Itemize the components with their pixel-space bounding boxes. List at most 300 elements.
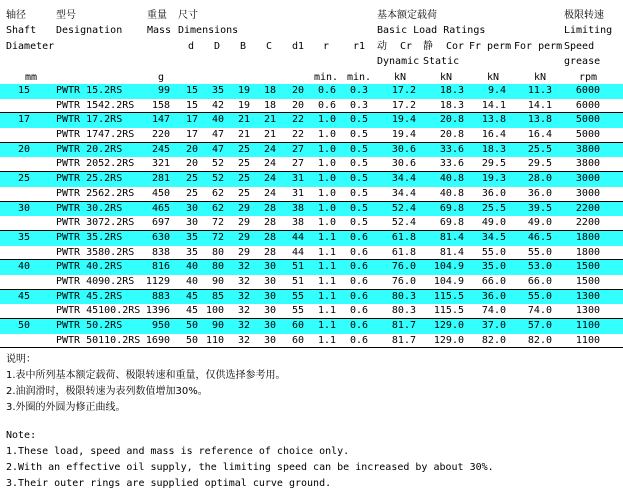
dynamic-cn-label: 动 <box>377 41 387 52</box>
cell-B: 32 <box>237 275 250 287</box>
cell-d1: 22 <box>291 114 304 126</box>
cell-cor: 115.5 <box>433 290 464 302</box>
cell-B: 25 <box>237 158 250 170</box>
col-cr-label: Cr <box>400 41 413 52</box>
bearing-table <box>0 84 623 348</box>
col-for-perm-label: For perm <box>514 41 563 52</box>
cell-mass: 1129 <box>145 275 170 287</box>
cell-des: PWTR 3072.2RS <box>56 217 135 229</box>
cell-r: 1.1 <box>317 334 336 346</box>
col-r-label: r <box>323 41 330 52</box>
cell-cor: 104.9 <box>433 275 464 287</box>
cell-D: 90 <box>211 320 224 331</box>
cell-for: 39.5 <box>527 202 552 214</box>
cell-C: 21 <box>263 114 276 126</box>
col-fr-perm-label: Fr perm <box>469 41 512 52</box>
cell-d: 20 <box>185 143 198 155</box>
cell-mass: 838 <box>151 246 170 258</box>
table-row <box>0 143 623 158</box>
unit-mm: mm <box>25 72 38 83</box>
cell-fr: 36.0 <box>481 187 506 199</box>
cell-C: 28 <box>263 246 276 258</box>
cell-speed: 2200 <box>575 217 600 229</box>
cell-fr: 34.5 <box>481 231 506 243</box>
cell-cor: 40.8 <box>439 173 464 185</box>
cell-speed: 1100 <box>575 320 600 331</box>
cell-speed: 3000 <box>575 187 600 199</box>
cell-des: PWTR 50110.2RS <box>56 334 141 346</box>
cell-shaft: 45 <box>17 290 31 302</box>
cell-speed: 1800 <box>575 246 600 258</box>
cell-mass: 697 <box>151 217 170 229</box>
cell-for: 46.5 <box>527 231 552 243</box>
cell-r: 1.0 <box>317 217 336 229</box>
cell-for: 13.8 <box>527 114 552 126</box>
notes-en-2: 2.With an effective oil supply, the limiting speed can be increased by about 30%. <box>6 462 494 473</box>
cell-cor: 81.4 <box>439 231 464 243</box>
cell-cr: 17.2 <box>391 85 416 96</box>
mass-cn-label: 重量 <box>147 10 167 21</box>
cell-D: 35 <box>211 85 224 96</box>
cell-d: 50 <box>185 320 198 331</box>
col-r1-label: r1 <box>353 41 366 52</box>
cell-for: 57.0 <box>527 320 552 331</box>
cell-des: PWTR 30.2RS <box>56 202 123 214</box>
shaft-cn-label: 轴径 <box>6 10 26 21</box>
cell-for: 36.0 <box>527 187 552 199</box>
cell-mass: 950 <box>151 320 170 331</box>
cell-speed: 3000 <box>575 173 600 185</box>
cell-C: 28 <box>263 231 276 243</box>
cell-B: 25 <box>237 143 250 155</box>
cell-mass: 245 <box>151 143 170 155</box>
shaft-en-label: Shaft <box>6 25 37 36</box>
cell-d1: 51 <box>291 275 304 287</box>
cell-speed: 6000 <box>575 85 600 96</box>
cell-B: 21 <box>237 114 250 126</box>
cell-B: 19 <box>237 99 250 111</box>
cell-d: 40 <box>185 261 198 273</box>
notes-en-3: 3.Their outer rings are supplied optimal curve ground. <box>6 478 332 489</box>
designation-cn-label: 型号 <box>56 10 76 21</box>
cell-des: PWTR 40.2RS <box>56 261 123 273</box>
cell-C: 28 <box>263 202 276 214</box>
unit-g: g <box>158 72 165 83</box>
cell-r1: 0.6 <box>349 320 368 331</box>
cell-D: 47 <box>211 129 224 141</box>
speed-en-label-2: Speed <box>564 41 595 52</box>
cell-speed: 6000 <box>575 99 600 111</box>
load-en-label: Basic Load Ratings <box>377 25 486 36</box>
cell-cor: 81.4 <box>439 246 464 258</box>
cell-r: 1.0 <box>317 129 336 141</box>
cell-C: 30 <box>263 320 276 331</box>
cell-speed: 1100 <box>575 334 600 346</box>
cell-B: 25 <box>237 173 250 185</box>
cell-d: 25 <box>185 173 198 185</box>
cell-r1: 0.5 <box>349 202 368 214</box>
cell-mass: 99 <box>157 85 170 96</box>
cell-D: 42 <box>211 99 224 111</box>
cell-shaft: 17 <box>17 114 31 126</box>
notes-spacer <box>6 416 616 428</box>
cell-D: 52 <box>211 173 224 185</box>
cell-d: 50 <box>185 334 198 346</box>
cell-C: 30 <box>263 275 276 287</box>
cell-for: 74.0 <box>527 305 552 317</box>
unit-kn-for: kN <box>534 72 547 83</box>
cell-fr: 66.0 <box>481 275 506 287</box>
cell-des: PWTR 4090.2RS <box>56 275 135 287</box>
cell-fr: 36.0 <box>481 290 506 302</box>
cell-speed: 5000 <box>575 114 600 126</box>
cell-for: 49.0 <box>527 217 552 229</box>
cell-D: 72 <box>211 217 224 229</box>
cell-B: 32 <box>237 290 250 302</box>
cell-cr: 19.4 <box>391 129 416 141</box>
cell-d: 35 <box>185 231 198 243</box>
cell-cor: 129.0 <box>433 320 464 331</box>
cell-r1: 0.6 <box>349 231 368 243</box>
cell-d1: 22 <box>291 129 304 141</box>
cell-r1: 0.5 <box>349 173 368 185</box>
cell-r1: 0.5 <box>349 187 368 199</box>
cell-C: 18 <box>263 85 276 96</box>
cell-speed: 1300 <box>575 290 600 302</box>
table-row <box>0 157 623 172</box>
table-row <box>0 304 623 319</box>
cell-d: 45 <box>185 305 198 317</box>
table-row <box>0 290 623 305</box>
cell-mass: 1396 <box>145 305 170 317</box>
cell-d1: 27 <box>291 143 304 155</box>
cell-d1: 31 <box>291 187 304 199</box>
cell-fr: 9.4 <box>487 85 506 96</box>
cell-speed: 3800 <box>575 158 600 170</box>
cell-cr: 30.6 <box>391 143 416 155</box>
table-row <box>0 202 623 217</box>
cell-speed: 5000 <box>575 129 600 141</box>
cell-r: 1.0 <box>317 187 336 199</box>
cell-D: 80 <box>211 246 224 258</box>
cell-for: 11.3 <box>527 85 552 96</box>
cell-for: 55.0 <box>527 290 552 302</box>
cell-d: 40 <box>185 275 198 287</box>
cell-fr: 37.0 <box>481 320 506 331</box>
cell-speed: 1500 <box>575 261 600 273</box>
cell-r1: 0.3 <box>349 99 368 111</box>
cell-D: 90 <box>211 275 224 287</box>
cell-r: 1.1 <box>317 246 336 258</box>
cell-shaft: 20 <box>17 143 31 155</box>
cell-D: 110 <box>205 334 224 346</box>
cell-r1: 0.5 <box>349 217 368 229</box>
cell-mass: 465 <box>151 202 170 214</box>
cell-des: PWTR 25.2RS <box>56 173 123 185</box>
cell-B: 29 <box>237 231 250 243</box>
cell-cor: 104.9 <box>433 261 464 273</box>
cell-d1: 38 <box>291 202 304 214</box>
cell-d1: 38 <box>291 217 304 229</box>
cell-r1: 0.6 <box>349 290 368 302</box>
cell-d1: 55 <box>291 305 304 317</box>
cell-fr: 29.5 <box>481 158 506 170</box>
unit-rpm: rpm <box>579 72 598 83</box>
cell-D: 80 <box>211 261 224 273</box>
cell-d: 35 <box>185 246 198 258</box>
cell-C: 24 <box>263 158 276 170</box>
cell-B: 21 <box>237 129 250 141</box>
cell-r1: 0.6 <box>349 246 368 258</box>
cell-des: PWTR 1542.2RS <box>56 99 135 111</box>
cell-cr: 17.2 <box>391 99 416 111</box>
cell-B: 32 <box>237 320 250 331</box>
cell-for: 28.0 <box>527 173 552 185</box>
cell-d1: 51 <box>291 261 304 273</box>
cell-B: 29 <box>237 217 250 229</box>
cell-for: 25.5 <box>527 143 552 155</box>
cell-for: 14.1 <box>527 99 552 111</box>
cell-cr: 52.4 <box>391 217 416 229</box>
cell-fr: 25.5 <box>481 202 506 214</box>
cell-mass: 883 <box>151 290 170 302</box>
table-row <box>0 319 623 334</box>
cell-mass: 630 <box>151 231 170 243</box>
cell-speed: 1800 <box>575 231 600 243</box>
cell-speed: 3800 <box>575 143 600 155</box>
cell-for: 29.5 <box>527 158 552 170</box>
cell-shaft: 30 <box>17 202 31 214</box>
cell-cr: 80.3 <box>391 290 416 302</box>
cell-r: 1.1 <box>317 320 336 331</box>
cell-D: 72 <box>211 231 224 243</box>
cell-fr: 55.0 <box>481 246 506 258</box>
diameter-en-label: Diameter <box>6 41 55 52</box>
col-B-label: B <box>240 41 247 52</box>
cell-r1: 0.5 <box>349 143 368 155</box>
cell-cr: 34.4 <box>391 187 416 199</box>
cell-r: 1.0 <box>317 143 336 155</box>
cell-d: 30 <box>185 217 198 229</box>
static-en-label: Static <box>423 56 460 67</box>
cell-des: PWTR 1747.2RS <box>56 129 135 141</box>
cell-r1: 0.6 <box>349 305 368 317</box>
cell-mass: 450 <box>151 187 170 199</box>
cell-speed: 1300 <box>575 305 600 317</box>
table-row <box>0 113 623 128</box>
cell-r1: 0.5 <box>349 158 368 170</box>
cell-r: 1.1 <box>317 275 336 287</box>
static-cn-label: 静 <box>423 41 433 52</box>
cell-C: 24 <box>263 187 276 199</box>
cell-C: 30 <box>263 261 276 273</box>
cell-cor: 20.8 <box>439 114 464 126</box>
cell-shaft: 15 <box>17 85 31 96</box>
cell-r: 1.0 <box>317 202 336 214</box>
cell-des: PWTR 3580.2RS <box>56 246 135 258</box>
cell-cor: 18.3 <box>439 85 464 96</box>
cell-cr: 81.7 <box>391 320 416 331</box>
cell-mass: 147 <box>151 114 170 126</box>
cell-r1: 0.3 <box>349 85 368 96</box>
cell-r: 1.1 <box>317 231 336 243</box>
table-row <box>0 99 623 114</box>
cell-r1: 0.5 <box>349 114 368 126</box>
cell-d: 17 <box>185 114 198 126</box>
cell-r: 1.1 <box>317 290 336 302</box>
col-C-label: C <box>266 41 273 52</box>
cell-des: PWTR 15.2RS <box>56 85 123 96</box>
table-row <box>0 334 623 349</box>
cell-r1: 0.6 <box>349 275 368 287</box>
table-row <box>0 246 623 261</box>
designation-en-label: Designation <box>56 25 123 36</box>
cell-d: 25 <box>185 187 198 199</box>
cell-cr: 61.8 <box>391 246 416 258</box>
cell-B: 32 <box>237 334 250 346</box>
cell-C: 30 <box>263 305 276 317</box>
cell-fr: 82.0 <box>481 334 506 346</box>
cell-D: 47 <box>211 143 224 155</box>
cell-r1: 0.6 <box>349 261 368 273</box>
cell-C: 18 <box>263 99 276 111</box>
cell-r: 1.0 <box>317 173 336 185</box>
cell-fr: 19.3 <box>481 173 506 185</box>
cell-cr: 76.0 <box>391 275 416 287</box>
cell-B: 25 <box>237 187 250 199</box>
cell-r: 1.0 <box>317 158 336 170</box>
cell-fr: 35.0 <box>481 261 506 273</box>
cell-cor: 129.0 <box>433 334 464 346</box>
cell-cr: 30.6 <box>391 158 416 170</box>
unit-kn-fr: kN <box>487 72 500 83</box>
notes-section <box>6 352 616 492</box>
cell-fr: 13.8 <box>481 114 506 126</box>
cell-D: 62 <box>211 187 224 199</box>
cell-shaft: 25 <box>17 173 31 185</box>
cell-cr: 80.3 <box>391 305 416 317</box>
cell-d1: 60 <box>291 320 304 331</box>
cell-d1: 27 <box>291 158 304 170</box>
table-row <box>0 84 623 99</box>
table-row <box>0 128 623 143</box>
cell-mass: 816 <box>151 261 170 273</box>
speed-en-label-1: Limiting <box>564 25 613 36</box>
cell-r1: 0.5 <box>349 129 368 141</box>
table-row <box>0 275 623 290</box>
notes-cn-1: 1.表中所列基本额定载荷、极限转速和重量，仅供选择参考用。 <box>6 370 286 381</box>
cell-D: 62 <box>211 202 224 214</box>
table-row <box>0 260 623 275</box>
cell-shaft: 50 <box>17 320 31 331</box>
cell-mass: 1690 <box>145 334 170 346</box>
cell-for: 55.0 <box>527 246 552 258</box>
cell-cor: 69.8 <box>439 202 464 214</box>
cell-cr: 76.0 <box>391 261 416 273</box>
cell-cor: 115.5 <box>433 305 464 317</box>
cell-cor: 33.6 <box>439 158 464 170</box>
cell-mass: 158 <box>151 99 170 111</box>
cell-cr: 52.4 <box>391 202 416 214</box>
cell-r: 1.1 <box>317 305 336 317</box>
cell-B: 29 <box>237 246 250 258</box>
cell-d: 30 <box>185 202 198 214</box>
cell-cr: 19.4 <box>391 114 416 126</box>
cell-d1: 20 <box>291 99 304 111</box>
cell-B: 19 <box>237 85 250 96</box>
cell-r1: 0.6 <box>349 334 368 346</box>
unit-min-r1: min. <box>347 72 372 83</box>
notes-cn-2: 2.油润滑时，极限转速为表列数值增加30%。 <box>6 386 208 397</box>
cell-fr: 14.1 <box>481 99 506 111</box>
cell-fr: 74.0 <box>481 305 506 317</box>
cell-for: 66.0 <box>527 275 552 287</box>
cell-mass: 220 <box>151 129 170 141</box>
cell-d1: 31 <box>291 173 304 185</box>
unit-kn-cr: kN <box>394 72 407 83</box>
col-D-label: D <box>214 41 221 52</box>
cell-cr: 61.8 <box>391 231 416 243</box>
cell-des: PWTR 20.2RS <box>56 143 123 155</box>
cell-d1: 60 <box>291 334 304 346</box>
cell-d: 15 <box>185 85 198 96</box>
cell-D: 40 <box>211 114 224 126</box>
cell-r: 1.1 <box>317 261 336 273</box>
col-cor-label: Cor <box>446 41 465 52</box>
cell-cor: 33.6 <box>439 143 464 155</box>
cell-cor: 69.8 <box>439 217 464 229</box>
cell-for: 82.0 <box>527 334 552 346</box>
cell-des: PWTR 50.2RS <box>56 320 123 331</box>
dynamic-en-label: Dynamic <box>377 56 420 67</box>
cell-fr: 18.3 <box>481 143 506 155</box>
cell-d: 45 <box>185 290 198 302</box>
dimensions-cn-label: 尺寸 <box>178 10 198 21</box>
cell-d: 15 <box>185 99 198 111</box>
cell-C: 28 <box>263 217 276 229</box>
mass-en-label: Mass <box>147 25 172 36</box>
cell-shaft: 35 <box>17 231 31 243</box>
table-row <box>0 231 623 246</box>
cell-cr: 81.7 <box>391 334 416 346</box>
cell-shaft: 40 <box>17 261 31 273</box>
cell-d: 20 <box>185 158 198 170</box>
cell-speed: 2200 <box>575 202 600 214</box>
cell-D: 100 <box>205 305 224 317</box>
cell-des: PWTR 35.2RS <box>56 231 123 243</box>
cell-D: 85 <box>211 290 224 302</box>
cell-speed: 1500 <box>575 275 600 287</box>
cell-for: 16.4 <box>527 129 552 141</box>
cell-C: 24 <box>263 173 276 185</box>
speed-cn-label: 极限转速 <box>564 10 604 21</box>
cell-C: 21 <box>263 129 276 141</box>
cell-D: 52 <box>211 158 224 170</box>
cell-cor: 40.8 <box>439 187 464 199</box>
cell-d1: 44 <box>291 231 304 243</box>
speed-en-label-3: grease <box>564 56 601 67</box>
cell-r: 1.0 <box>317 114 336 126</box>
cell-C: 30 <box>263 290 276 302</box>
cell-B: 32 <box>237 305 250 317</box>
col-d1-label: d1 <box>292 41 305 52</box>
notes-cn-3: 3.外圈的外圆为修正曲线。 <box>6 402 126 413</box>
cell-mass: 281 <box>151 173 170 185</box>
cell-cr: 34.4 <box>391 173 416 185</box>
cell-mass: 321 <box>151 158 170 170</box>
cell-cor: 18.3 <box>439 99 464 111</box>
table-row <box>0 216 623 231</box>
